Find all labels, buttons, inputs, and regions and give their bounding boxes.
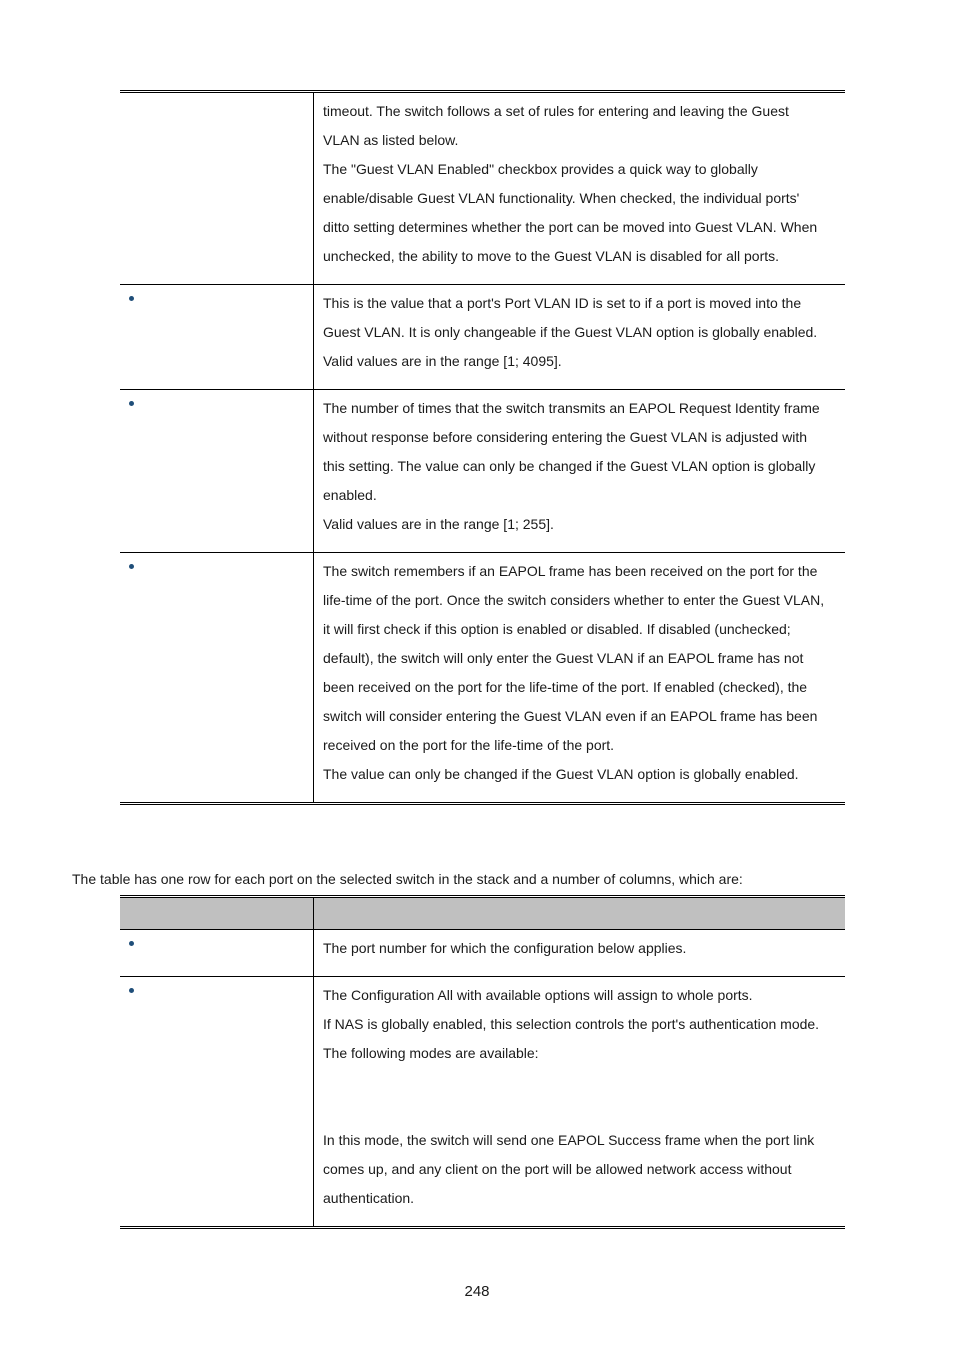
- description-line: been received on the port for the life-time of the port. If enabled (checked), the: [323, 679, 808, 695]
- param-name-cell: [120, 553, 314, 804]
- description-line: The port number for which the configuration below applies.: [323, 940, 687, 956]
- description-line: comes up, and any client on the port will be allowed network access without: [323, 1161, 792, 1177]
- port-configuration-table: [120, 895, 845, 1229]
- table-row: [120, 977, 845, 1228]
- table-row: [120, 390, 845, 553]
- port-table-intro: The table has one row for each port on the selected switch in the stack and a number of columns, which are:: [72, 871, 743, 887]
- description-line: The switch remembers if an EAPOL frame has been received on the port for the: [323, 563, 818, 579]
- description-line: [323, 1097, 837, 1126]
- header-cell-description: [314, 897, 846, 930]
- description-line: This is the value that a port's Port VLAN ID is set to if a port is moved into the: [323, 295, 802, 311]
- bullet-icon: [129, 296, 134, 301]
- description-line: The value can only be changed if the Guest VLAN option is globally enabled.: [323, 766, 799, 782]
- description-line: The Configuration All with available options will assign to whole ports.: [323, 987, 753, 1003]
- description-cell: [314, 930, 846, 977]
- description-line: Valid values are in the range [1; 255].: [323, 516, 554, 532]
- description-line: [323, 1068, 837, 1097]
- param-name-cell: [120, 285, 314, 390]
- description-line: unchecked, the ability to move to the Guest VLAN is disabled for all ports.: [323, 248, 780, 264]
- description-line: ditto setting determines whether the port can be moved into Guest VLAN. When: [323, 219, 818, 235]
- description-cell: [314, 390, 846, 553]
- param-name-cell: [120, 930, 314, 977]
- description-line: this setting. The value can only be changed if the Guest VLAN option is globally: [323, 458, 816, 474]
- param-name-cell: [120, 977, 314, 1228]
- description-line: default), the switch will only enter the Guest VLAN if an EAPOL frame has not: [323, 650, 804, 666]
- table-row: [120, 930, 845, 977]
- description-cell: [314, 977, 846, 1228]
- description-line: enable/disable Guest VLAN functionality. When checked, the individual ports': [323, 190, 800, 206]
- table-row: [120, 553, 845, 804]
- description-line: enabled.: [323, 487, 377, 503]
- page-number: 248: [464, 1283, 490, 1300]
- bullet-icon: [129, 564, 134, 569]
- description-line: In this mode, the switch will send one EAPOL Success frame when the port link: [323, 1132, 815, 1148]
- bullet-icon: [129, 988, 134, 993]
- description-line: The "Guest VLAN Enabled" checkbox provides a quick way to globally: [323, 161, 758, 177]
- description-line: If NAS is globally enabled, this selection controls the port's authentication mode.: [323, 1016, 820, 1032]
- description-cell: [314, 553, 846, 804]
- table-header-row: [120, 897, 845, 930]
- bullet-icon: [129, 941, 134, 946]
- table-row: [120, 285, 845, 390]
- description-line: received on the port for the life-time of the port.: [323, 737, 615, 753]
- description-line: Valid values are in the range [1; 4095].: [323, 353, 562, 369]
- param-name-cell: [120, 92, 314, 285]
- description-cell: [314, 285, 846, 390]
- bullet-icon: [129, 401, 134, 406]
- guest-vlan-settings-table: [120, 90, 845, 805]
- description-line: switch will consider entering the Guest VLAN even if an EAPOL frame has been: [323, 708, 818, 724]
- header-cell-object: [120, 897, 314, 930]
- description-line: Guest VLAN. It is only changeable if the Guest VLAN option is globally enabled.: [323, 324, 818, 340]
- param-name-cell: [120, 390, 314, 553]
- description-line: timeout. The switch follows a set of rules for entering and leaving the Guest: [323, 103, 789, 119]
- description-line: life-time of the port. Once the switch considers whether to enter the Guest VLAN,: [323, 592, 825, 608]
- description-line: without response before considering entering the Guest VLAN is adjusted with: [323, 429, 808, 445]
- description-line: it will first check if this option is enabled or disabled. If disabled (unchecked;: [323, 621, 791, 637]
- description-line: VLAN as listed below.: [323, 132, 459, 148]
- description-cell: [314, 92, 846, 285]
- description-line: The number of times that the switch transmits an EAPOL Request Identity frame: [323, 400, 820, 416]
- description-line: The following modes are available:: [323, 1045, 539, 1061]
- description-line: authentication.: [323, 1190, 415, 1206]
- table-row: [120, 92, 845, 285]
